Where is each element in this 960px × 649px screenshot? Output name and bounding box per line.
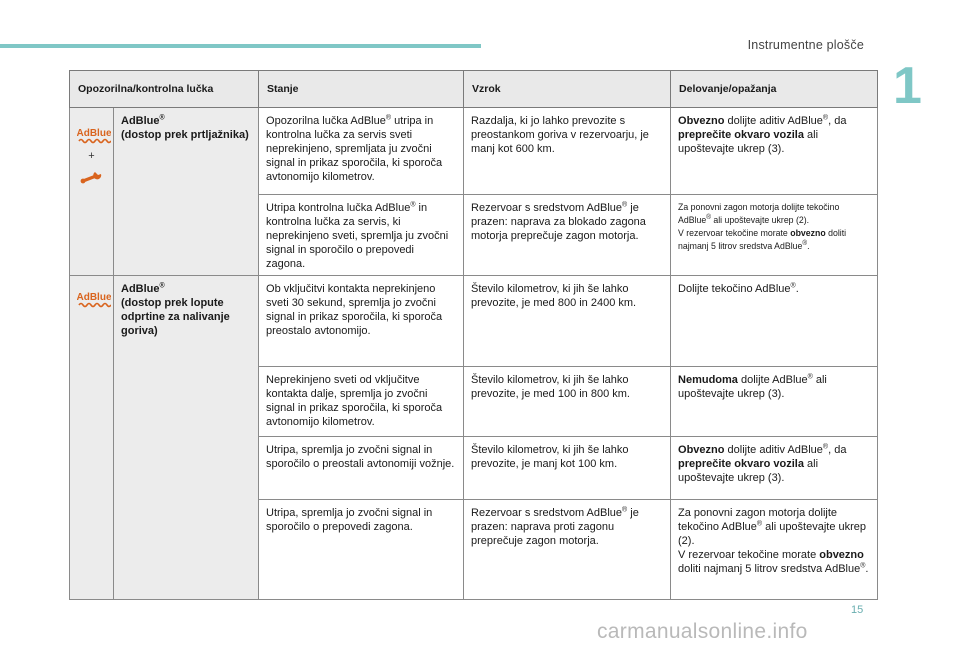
action-cell: Nemudoma dolijte AdBlue® ali upoštevajte ukrep (3).	[671, 367, 878, 437]
warning-lights-table	[69, 70, 878, 600]
adblue-logo-text: AdBlue	[77, 292, 111, 303]
adblue-warning-icon	[77, 126, 111, 146]
action-cell: Obvezno dolijte aditiv AdBlue®, da preprečite okvaro vozila ali upoštevajte ukrep (3).	[671, 437, 878, 500]
light-detail: (dostop prek prtljažnika)	[121, 129, 249, 141]
col-header-cause: Vzrok	[464, 71, 671, 108]
icon-cell-group1	[70, 108, 114, 276]
action-cell: Za ponovni zagon motorja dolijte tekočino AdBlue® ali upoštevajte ukrep (2). V rezervoar tekočine morate obvezno doliti najmanj 5 litrov sredstva AdBlue®.	[671, 195, 878, 276]
section-title: Instrumentne plošče	[747, 38, 864, 52]
plus-sign: +	[88, 150, 95, 162]
cause-cell: Rezervoar s sredstvom AdBlue® je prazen: naprava proti zagonu preprečuje zagon motorja.	[464, 500, 671, 600]
col-header-action: Delovanje/opažanja	[671, 71, 878, 108]
col-header-light: Opozorilna/kontrolna lučka	[70, 71, 259, 108]
state-cell: Neprekinjeno sveti od vključitve kontakta dalje, spremlja jo zvočni signal in prikaz sporočila, ki sporoča avtonomijo kilometrov.	[259, 367, 464, 437]
adblue-warning-icon	[77, 290, 111, 310]
header-accent-bar	[0, 44, 481, 48]
state-cell: Ob vključitvi kontakta neprekinjeno sveti 30 sekund, spremlja jo zvočni signal in prikaz sporočila, ki sporoča preostalo avtonomijo.	[259, 276, 464, 367]
cause-cell: Število kilometrov, ki jih še lahko prevozite, je med 100 in 800 km.	[464, 367, 671, 437]
state-cell: Utripa, spremlja jo zvočni signal in sporočilo o preostali avtonomiji vožnje.	[259, 437, 464, 500]
action-cell: Za ponovni zagon motorja dolijte tekočino AdBlue® ali upoštevajte ukrep (2). V rezervoar tekočine morate obvezno doliti najmanj 5 litrov sredstva AdBlue®.	[671, 500, 878, 600]
table-header-row	[70, 71, 878, 108]
col-header-state: Stanje	[259, 71, 464, 108]
table-row	[70, 108, 878, 195]
cause-cell: Število kilometrov, ki jih še lahko prevozite, je manj kot 100 km.	[464, 437, 671, 500]
state-cell: Utripa, spremlja jo zvočni signal in sporočilo o prepovedi zagona.	[259, 500, 464, 600]
table-row	[70, 276, 878, 367]
light-name-cell: AdBlue® (dostop prek prtljažnika)	[114, 108, 259, 276]
light-name-cell: AdBlue® (dostop prek lopute odprtine za nalivanje goriva)	[114, 276, 259, 600]
state-cell: Utripa kontrolna lučka AdBlue® in kontrolna lučka za servis, ki neprekinjeno sveti, spremlja ju zvočni signal in sporočilo o prepovedi zagona.	[259, 195, 464, 276]
adblue-logo-text: AdBlue	[77, 128, 111, 139]
chapter-number: 1	[893, 57, 922, 115]
icon-cell-group2	[70, 276, 114, 600]
light-detail: (dostop prek lopute odprtine za nalivanje goriva)	[121, 297, 230, 337]
action-cell: Dolijte tekočino AdBlue®.	[671, 276, 878, 367]
page-number: 15	[851, 604, 864, 616]
action-cell: Obvezno dolijte aditiv AdBlue®, da preprečite okvaro vozila ali upoštevajte ukrep (3).	[671, 108, 878, 195]
watermark-text: carmanualsonline.info	[597, 620, 808, 643]
cause-cell: Število kilometrov, ki jih še lahko prevozite, je med 800 in 2400 km.	[464, 276, 671, 367]
cause-cell: Rezervoar s sredstvom AdBlue® je prazen: naprava za blokado zagona motorja preprečuje zagon motorja.	[464, 195, 671, 276]
cause-cell: Razdalja, ki jo lahko prevozite s preostankom goriva v rezervoarju, je manj kot 600 km.	[464, 108, 671, 195]
state-cell: Opozorilna lučka AdBlue® utripa in kontrolna lučka za servis sveti neprekinjeno, spremljata ju zvočni signal in prikaz sporočila, ki sporoča avtonomijo kilometrov.	[259, 108, 464, 195]
wrench-icon	[79, 168, 105, 186]
